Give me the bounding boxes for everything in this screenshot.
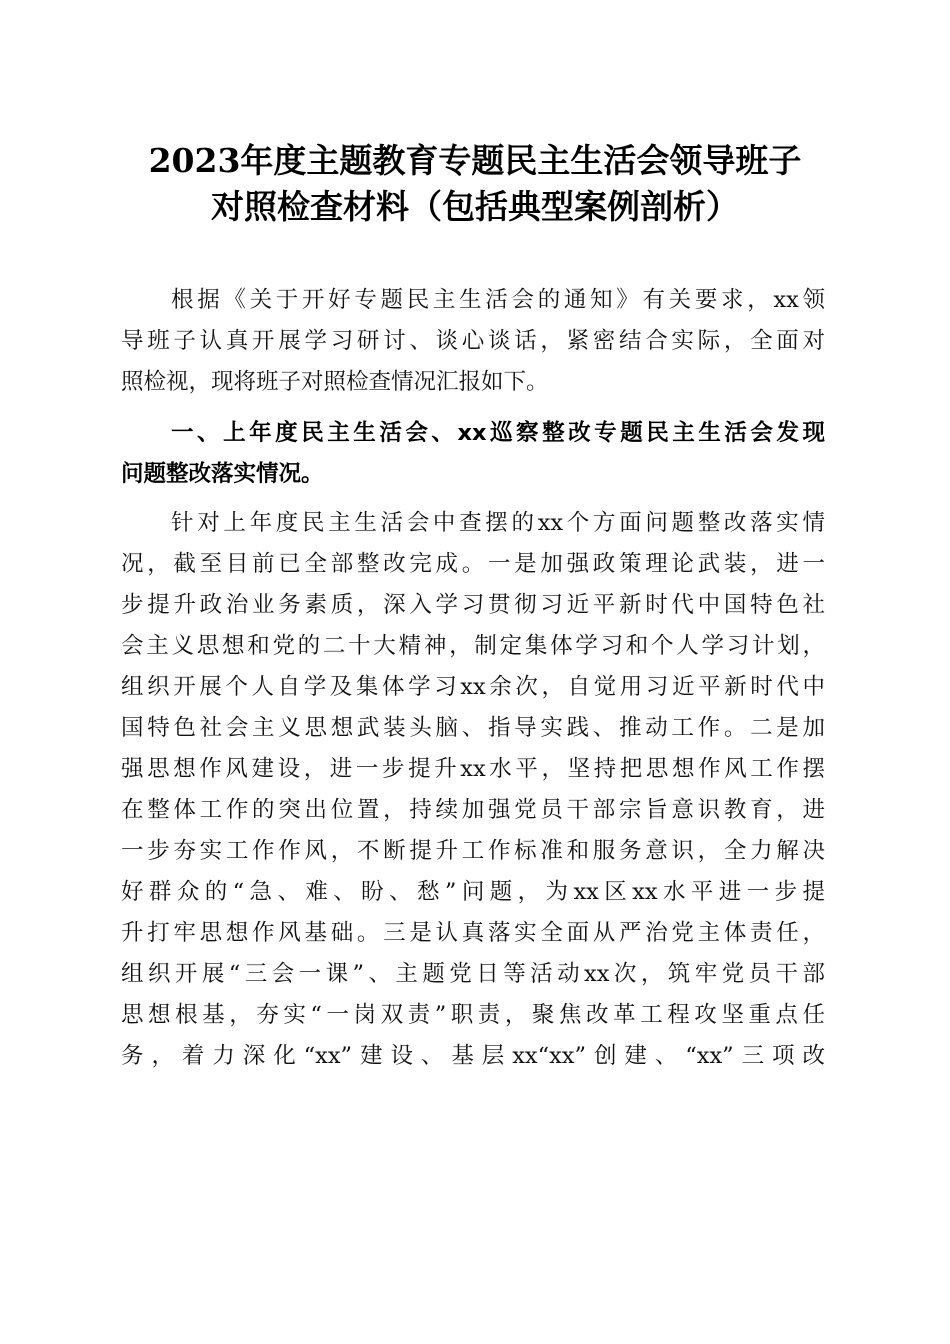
intro-paragraph-line: 照检视，现将班子对照检查情况汇报如下。 (121, 369, 549, 395)
intro-paragraph-line: 导班子认真开展学习研讨、谈心谈话，紧密结合实际，全面对 (121, 328, 825, 354)
section-heading-line-2: 问题整改落实情况。 (121, 461, 324, 487)
body-paragraph-line: 一步夯实工作作风，不断提升工作标准和服务意识，全力解决 (121, 838, 825, 864)
document-title-line-1: 2023年度主题教育专题民主生活会领导班子 (148, 141, 802, 180)
intro-paragraph-line: 根据《关于开好专题民主生活会的通知》有关要求，xx领 (171, 287, 825, 313)
body-paragraph-line: 况，截至目前已全部整改完成。一是加强政策理论武装，进一 (121, 551, 825, 577)
body-paragraph-line: 强思想作风建设，进一步提升xx水平，坚持把思想作风工作摆 (121, 756, 825, 782)
body-paragraph-line: 组织开展“三会一课”、主题党日等活动xx次，筑牢党员干部 (121, 961, 825, 987)
body-paragraph-line: 步提升政治业务素质，深入学习贯彻习近平新时代中国特色社 (121, 592, 825, 618)
body-paragraph-line: 升打牢思想作风基础。三是认真落实全面从严治党主体责任， (121, 920, 825, 946)
section-heading-line-1: 一、上年度民主生活会、xx巡察整改专题民主生活会发现 (171, 420, 825, 446)
body-paragraph-line: 好群众的“急、难、盼、愁”问题，为xx区xx水平进一步提 (121, 879, 825, 905)
body-paragraph-line: 组织开展个人自学及集体学习xx余次，自觉用习近平新时代中 (121, 674, 825, 700)
body-paragraph-line: 国特色社会主义思想武装头脑、指导实践、推动工作。二是加 (121, 715, 825, 741)
body-paragraph-line: 思想根基，夯实“一岗双责”职责，聚焦改革工程攻坚重点任 (121, 1002, 825, 1028)
document-title-line-2: 对照检查材料（包括典型案例剖析） (211, 187, 739, 226)
body-paragraph-line: 会主义思想和党的二十大精神，制定集体学习和个人学习计划， (121, 633, 825, 659)
body-paragraph-line: 针对上年度民主生活会中查摆的xx个方面问题整改落实情 (171, 510, 825, 536)
body-paragraph-line: 在整体工作的突出位置，持续加强党员干部宗旨意识教育，进 (121, 797, 825, 823)
body-paragraph-line: 务，着力深化“xx”建设、基层xx“xx”创建、“xx”三项改 (121, 1043, 825, 1069)
